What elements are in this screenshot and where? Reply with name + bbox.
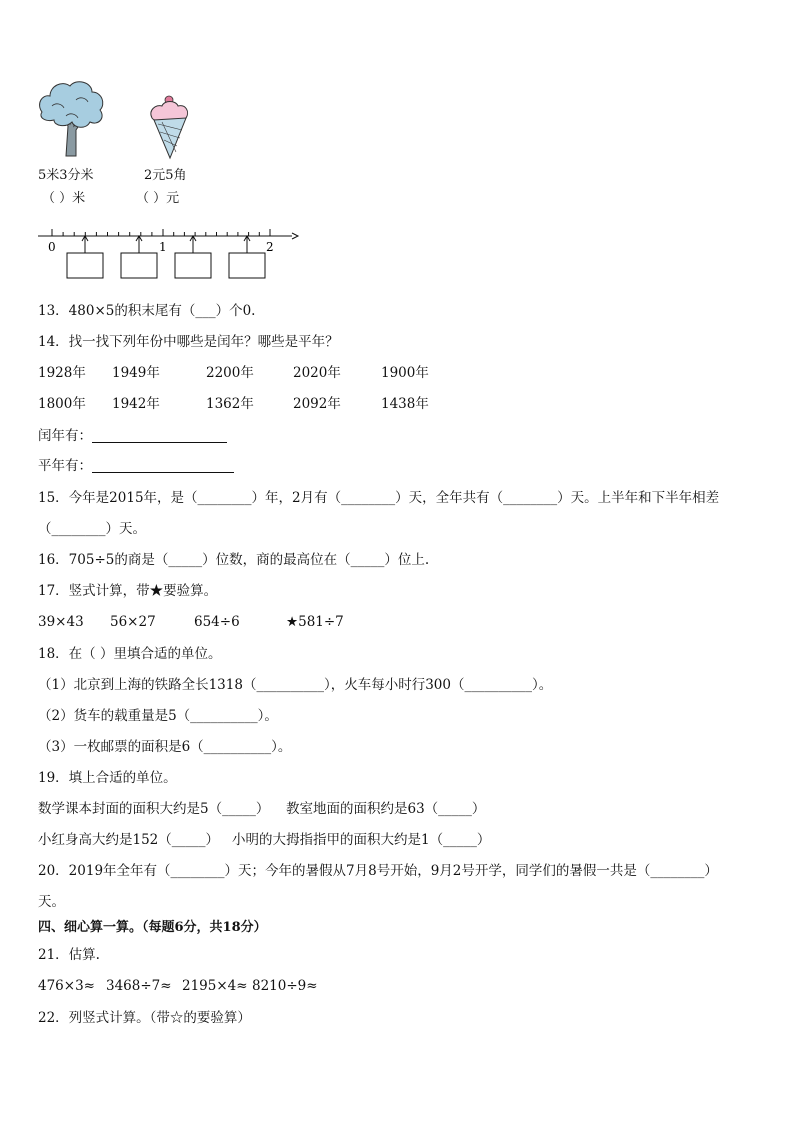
question-18-part-1: （1）北京到上海的铁路全长1318（__________），火车每小时行300（__________）。 [38,677,553,693]
leap-year-label: 闰年有： [38,428,92,444]
axis-label-2: 2 [266,240,274,254]
question-18-part-2: （2）货车的载重量是5（__________）。 [38,708,278,724]
question-21: 21．估算. [38,947,100,963]
year-item: 1928年 [38,365,86,381]
question-22: 22．列竖式计算。（带☆的要验算） [38,1010,251,1026]
question-18: 18．在（ ）里填合适的单位。 [38,646,222,662]
number-line [36,224,300,284]
question-17: 17．竖式计算，带★要验算。 [38,583,218,599]
question-19-item-a: 数学课本封面的面积大约是5（_____） [38,801,270,817]
question-19: 19．填上合适的单位。 [38,770,177,786]
tree-caption: 5米3分米 [38,168,94,183]
icecream-illustration [146,94,192,160]
question-14: 14．找一找下列年份中哪些是闰年？哪些是平年？ [38,334,339,350]
question-20: 20．2019年全年有（________）天；今年的暑假从7月8号开始，9月2号开学，同学们的暑假一共是（________） [38,863,718,879]
estimate-item: 476×3≈ [38,978,95,994]
icecream-answer-blank: （ ）元 [136,191,180,206]
estimate-item: 3468÷7≈ [106,978,172,994]
year-item: 1942年 [112,396,160,412]
year-item: 2092年 [293,396,341,412]
answer-box-3[interactable] [175,236,211,278]
year-item: 2020年 [293,365,341,381]
question-19-item-b: 教室地面的面积约是63（_____） [286,801,486,817]
question-19-item-d: 小明的大拇指指甲的面积大约是1（_____） [232,832,491,848]
answer-box-4[interactable] [229,236,265,278]
tree-illustration [36,76,108,158]
question-15-continued: （________）天。 [38,521,146,537]
year-item: 1438年 [381,396,429,412]
question-16: 16．705÷5的商是（_____）位数，商的最高位在（_____）位上. [38,552,430,568]
question-15: 15．今年是2015年，是（________）年，2月有（________）天，全年共有（________）天。上半年和下半年相差 [38,490,720,506]
year-item: 1949年 [112,365,160,381]
year-item: 2200年 [206,365,254,381]
calc-item: 39×43 [38,614,84,630]
estimate-item: 2195×4≈ [182,978,248,994]
estimate-item: 8210÷9≈ [252,978,318,994]
common-year-answer-line[interactable] [92,472,234,473]
question-20-continued: 天。 [38,894,65,910]
axis-label-0: 0 [48,240,56,254]
answer-box-2[interactable] [121,236,157,278]
year-item: 1362年 [206,396,254,412]
answer-box-1[interactable] [67,236,103,278]
year-item: 1900年 [381,365,429,381]
calc-item: ★581÷7 [286,614,344,630]
calc-item: 56×27 [110,614,156,630]
axis-label-1: 1 [159,240,167,254]
calc-item: 654÷6 [194,614,240,630]
question-19-item-c: 小红身高大约是152（_____） [38,832,220,848]
question-18-part-3: （3）一枚邮票的面积是6（__________）。 [38,739,292,755]
icecream-caption: 2元5角 [144,168,187,183]
common-year-label: 平年有： [38,458,92,474]
question-13: 13．480×5的积末尾有（___）个0. [38,303,256,319]
tree-answer-blank: （ ）米 [42,191,86,206]
leap-year-answer-line[interactable] [92,442,227,443]
year-item: 1800年 [38,396,86,412]
section-heading: 四、细心算一算。（每题6分，共18分） [38,920,267,935]
